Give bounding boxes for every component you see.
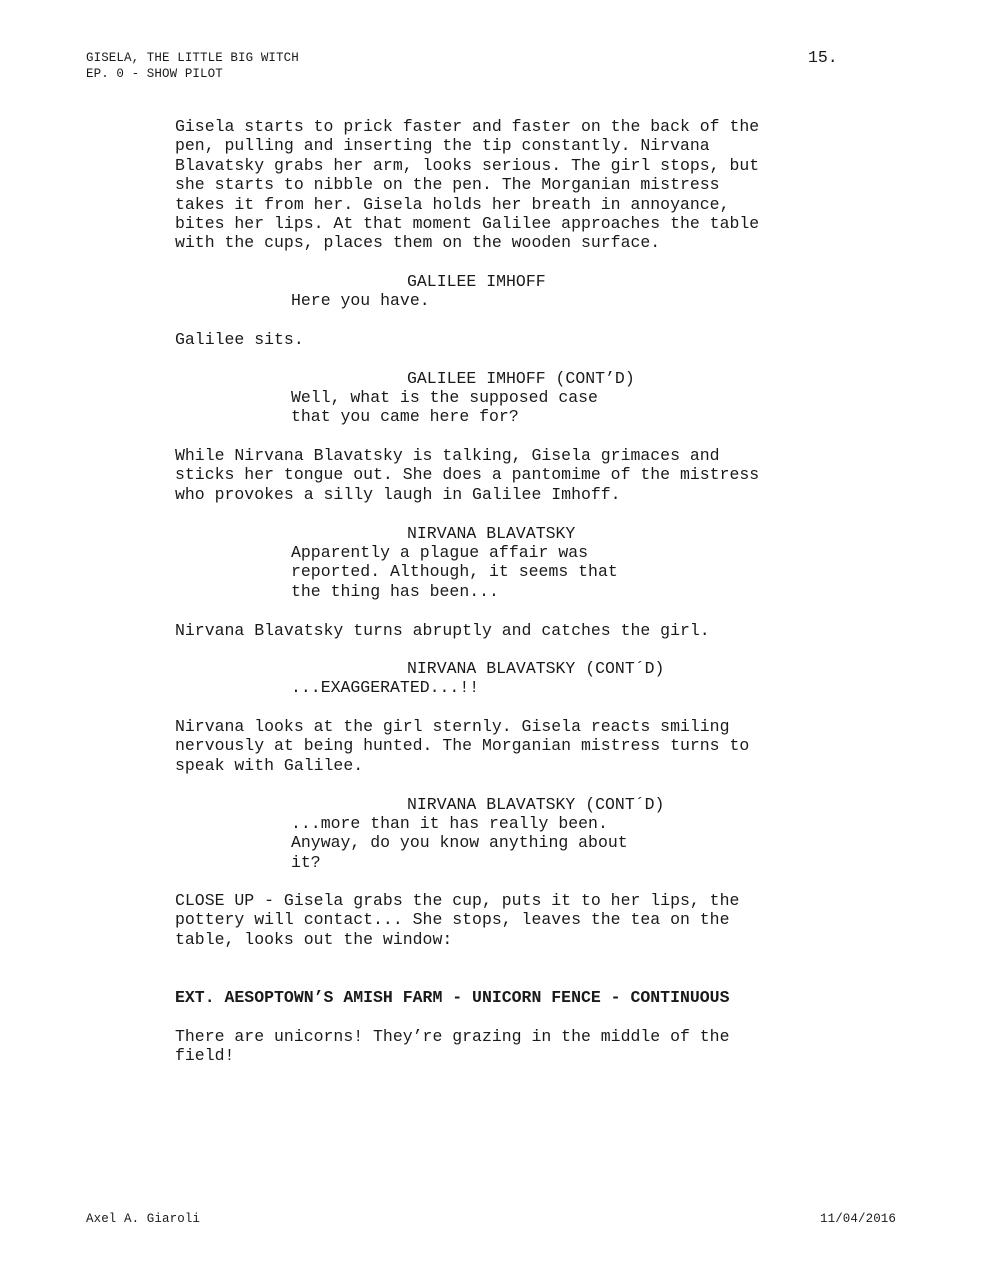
header-episode: EP. 0 - SHOW PILOT: [86, 67, 223, 81]
action-paragraph: There are unicorns! They’re grazing in the middle of the field!: [175, 1027, 730, 1066]
character-name: NIRVANA BLAVATSKY (CONT´D): [407, 659, 665, 678]
page-number: 15.: [808, 48, 838, 67]
header-title: GISELA, THE LITTLE BIG WITCH: [86, 51, 299, 65]
action-paragraph: Gisela starts to prick faster and faster on the back of the pen, pulling and inserting the tip constantly. Nirvana Blavatsky grabs her arm, looks serious. The girl stops, but she starts to nibble on the pen. The Morganian mistress takes it from her. Gisela holds her breath in annoyance, bites her lips. At that moment Galilee approaches the table with the cups, places them on the wooden surface.: [175, 117, 760, 253]
action-paragraph: While Nirvana Blavatsky is talking, Gisela grimaces and sticks her tongue out. She does a pantomime of the mistress who provokes a silly laugh in Galilee Imhoff.: [175, 446, 760, 504]
character-name: NIRVANA BLAVATSKY: [407, 524, 576, 543]
dialogue-line: Well, what is the supposed case that you came here for?: [291, 388, 598, 427]
character-name: NIRVANA BLAVATSKY (CONT´D): [407, 795, 665, 814]
dialogue-line: Apparently a plague affair was reported. Although, it seems that the thing has been...: [291, 543, 618, 601]
footer-author: Axel A. Giaroli: [86, 1212, 201, 1226]
dialogue-line: ...more than it has really been. Anyway, do you know anything about it?: [291, 814, 628, 872]
character-name: GALILEE IMHOFF: [407, 272, 546, 291]
dialogue-line: Here you have.: [291, 291, 430, 310]
action-paragraph: Galilee sits.: [175, 330, 304, 349]
action-paragraph: Nirvana Blavatsky turns abruptly and catches the girl.: [175, 621, 710, 640]
scene-heading: EXT. AESOPTOWN’S AMISH FARM - UNICORN FENCE - CONTINUOUS: [175, 988, 730, 1007]
dialogue-line: ...EXAGGERATED...!!: [291, 678, 480, 697]
action-paragraph: CLOSE UP - Gisela grabs the cup, puts it to her lips, the pottery will contact... She stops, leaves the tea on the table, looks out the window:: [175, 891, 740, 949]
action-paragraph: Nirvana looks at the girl sternly. Gisela reacts smiling nervously at being hunted. The Morganian mistress turns to speak with Galilee.: [175, 717, 750, 775]
footer-date: 11/04/2016: [820, 1212, 897, 1226]
character-name: GALILEE IMHOFF (CONT’D): [407, 369, 635, 388]
